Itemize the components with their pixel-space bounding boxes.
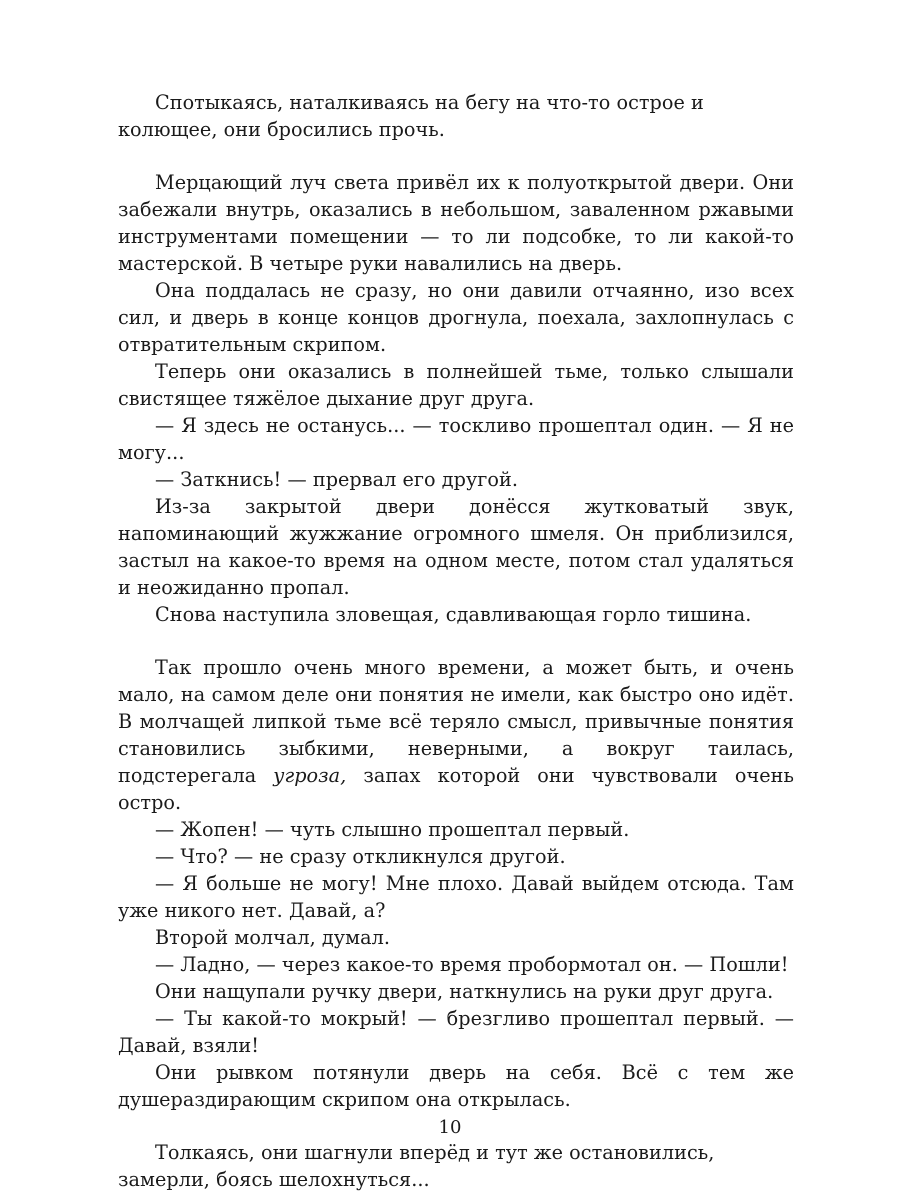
- paragraph: Толкаясь, они шагнули вперёд и тут же остановились, замерли, боясь шелохнуться...: [118, 1141, 715, 1191]
- paragraph: Из-за закрытой двери донёсся жутковатый звук, напоминающий жужжание огромного шмеля. Он приблизился, застыл на какое-то время на одном месте, потом стал удаляться и неожиданно пропал.: [118, 495, 794, 599]
- paragraph: Спотыкаясь, наталкиваясь на бегу на что-то острое и колющее, они бросились прочь.: [118, 91, 704, 141]
- paragraph: Она поддалась не сразу, но они давили отчаянно, изо всех сил, и дверь в конце концов дрогнула, поехала, захлопнулась с отвратительным скрипом.: [118, 279, 794, 356]
- section-gap: [118, 628, 794, 654]
- paragraph-text-tail: запах которой они чувствовали очень остро.: [118, 764, 794, 814]
- paragraph: Снова наступила зловещая, сдавливающая горло тишина.: [155, 603, 752, 626]
- section-gap: [118, 143, 794, 169]
- paragraph: [118, 654, 794, 816]
- dialogue-line: — Ты какой-то мокрый! — брезгливо прошептал первый. — Давай, взяли!: [118, 1007, 794, 1057]
- paragraph: Они рывком потянули дверь на себя. Всё с тем же душераздирающим скрипом она открылась.: [118, 1061, 794, 1111]
- dialogue-line: — Что? — не сразу откликнулся другой.: [155, 845, 566, 868]
- paragraph: Теперь они оказались в полнейшей тьме, только слышали свистящее тяжёлое дыхание друг друга.: [118, 360, 794, 410]
- page-body: [118, 89, 794, 1193]
- dialogue-line: — Ладно, — через какое-то время пробормотал он. — Пошли!: [155, 953, 789, 976]
- page-number: 10: [438, 1117, 462, 1138]
- paragraph: Они нащупали ручку двери, наткнулись на руки друг друга.: [155, 980, 774, 1003]
- dialogue-line: — Жопен! — чуть слышно прошептал первый.: [155, 818, 630, 841]
- text-block-1: [118, 89, 794, 143]
- text-block-4: [118, 1139, 794, 1193]
- emphasis-word: угроза,: [273, 764, 347, 787]
- dialogue-line: — Я больше не могу! Мне плохо. Давай выйдем отсюда. Там уже никого нет. Давай, а?: [118, 872, 794, 922]
- paragraph: Мерцающий луч света привёл их к полуоткрытой двери. Они забежали внутрь, оказались в небольшом, заваленном ржавыми инструментами помещении — то ли подсобке, то ли какой-то мастерской. В четыре руки навалились на дверь.: [118, 171, 794, 275]
- paragraph: Второй молчал, думал.: [155, 926, 390, 949]
- text-block-3: [118, 654, 794, 1113]
- dialogue-line: — Заткнись! — прервал его другой.: [155, 468, 518, 491]
- dialogue-line: — Я здесь не останусь... — тоскливо прошептал один. — Я не могу...: [118, 414, 794, 464]
- text-block-2: [118, 169, 794, 628]
- paragraph-text: Так прошло очень много времени, а может быть, и очень мало, на самом деле они понятия не имели, как быстро оно идёт. В молчащей липкой тьме всё теряло смысл, привычные понятия становились зыбкими, неверными, а вокруг таилась, подстерегала: [118, 656, 794, 787]
